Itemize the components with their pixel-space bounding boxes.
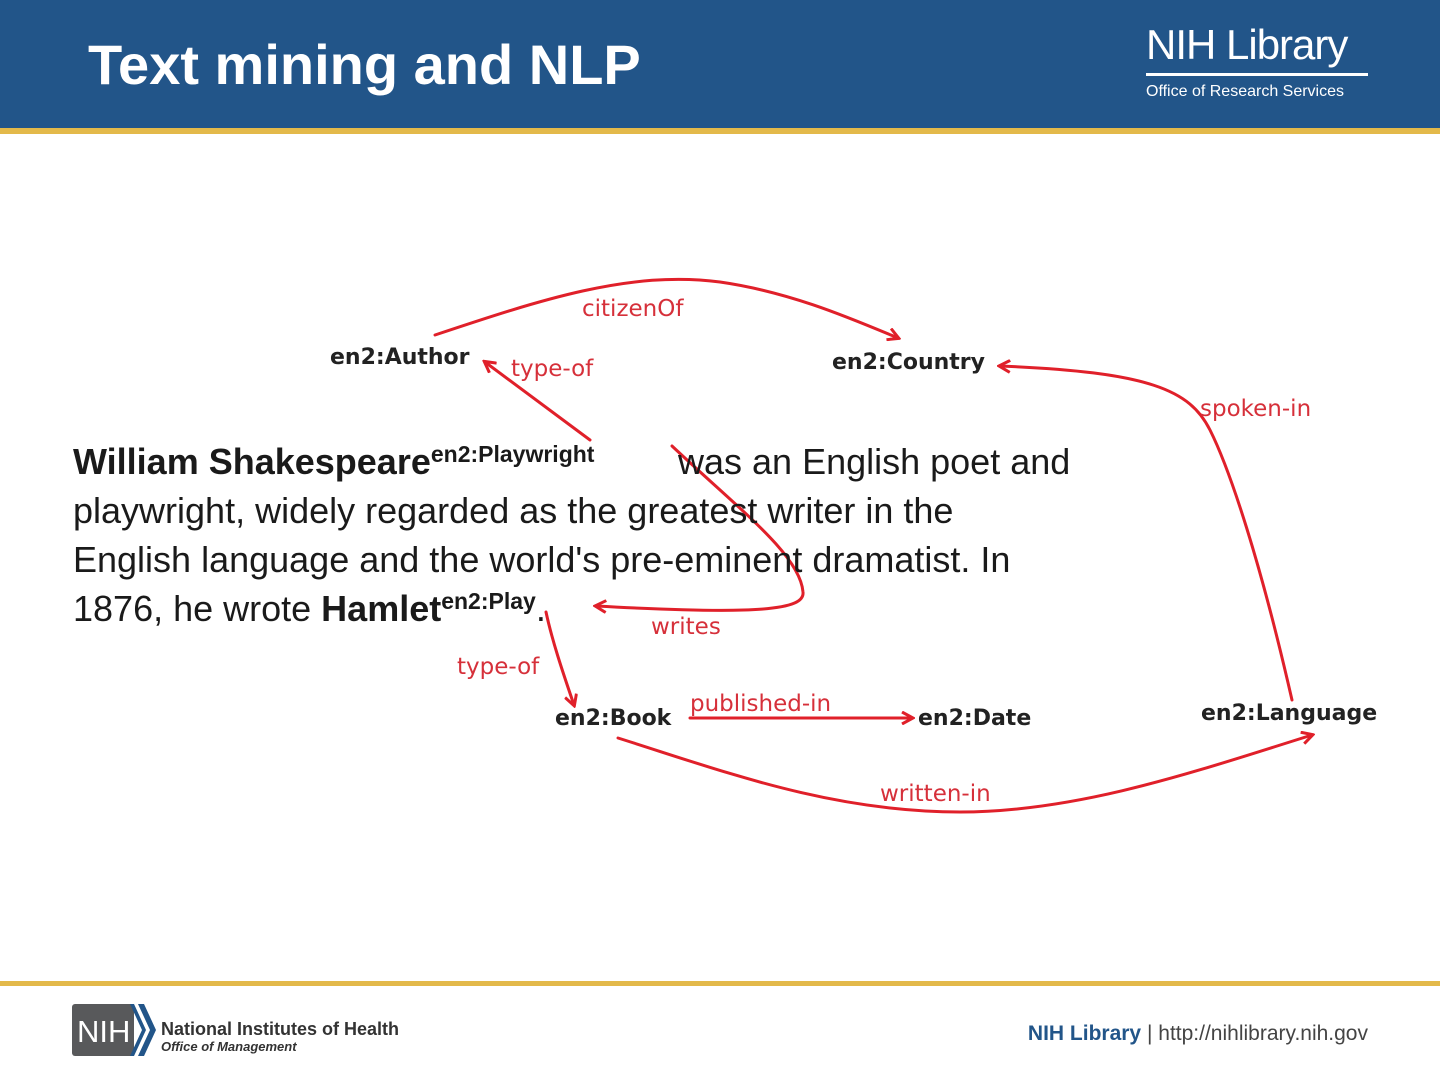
node-language: en2:Language xyxy=(1201,701,1378,726)
slide-title: Text mining and NLP xyxy=(88,33,641,96)
brand-name: NIH Library xyxy=(1146,21,1348,68)
paragraph-line-1: William Shakespeare$^{en2:Playwright}$ was an English poet and xyxy=(73,441,1071,482)
relation-published-in: published-in xyxy=(690,691,832,717)
node-book: en2:Book xyxy=(555,706,672,731)
footer-library-name: NIH Library xyxy=(1027,1022,1142,1045)
entity-william-shakespeare: William Shakespeare xyxy=(73,441,431,482)
relation-writes: writes xyxy=(651,614,721,640)
nih-office-name: Office of Management xyxy=(161,1039,297,1054)
node-country: en2:Country xyxy=(832,350,985,375)
footer-url[interactable]: http://nihlibrary.nih.gov xyxy=(1158,1022,1368,1045)
nih-organization xyxy=(161,1019,399,1055)
type-of-bottom-arrow xyxy=(546,612,574,705)
relation-spoken-in: spoken-in xyxy=(1200,396,1312,422)
nih-logo xyxy=(72,1003,156,1057)
paragraph-line-4: 1876, he wrote Hamlet$^{en2:Play}$. xyxy=(73,588,546,629)
node-date: en2:Date xyxy=(918,706,1032,731)
tag-playwright: en2:Playwright xyxy=(430,441,595,467)
nih-organization-name: National Institutes of Health xyxy=(161,1019,400,1039)
relation-type-of-top: type-of xyxy=(511,356,594,382)
node-author: en2:Author xyxy=(330,345,470,370)
entity-hamlet: Hamlet xyxy=(321,588,442,629)
slide-header xyxy=(0,0,1440,128)
relation-written-in: written-in xyxy=(880,781,991,807)
tag-play: en2:Play xyxy=(441,588,536,614)
footer-accent-rule xyxy=(0,981,1440,986)
brand-divider xyxy=(1146,73,1368,76)
nih-logo-text: NIH xyxy=(77,1014,131,1049)
relation-citizenof: citizenOf xyxy=(582,296,684,322)
footer-library-link xyxy=(1028,1022,1368,1046)
footer-separator: | xyxy=(1146,1022,1153,1045)
paragraph-line-3: English language and the world's pre-eminent dramatist. In xyxy=(73,539,1011,580)
relation-type-of-bottom: type-of xyxy=(457,654,540,680)
nih-library-brand xyxy=(1146,22,1368,101)
paragraph-line-2: playwright, widely regarded as the greatest writer in the xyxy=(73,490,954,531)
brand-subtitle: Office of Research Services xyxy=(1146,83,1345,100)
knowledge-graph-diagram xyxy=(0,134,1440,980)
